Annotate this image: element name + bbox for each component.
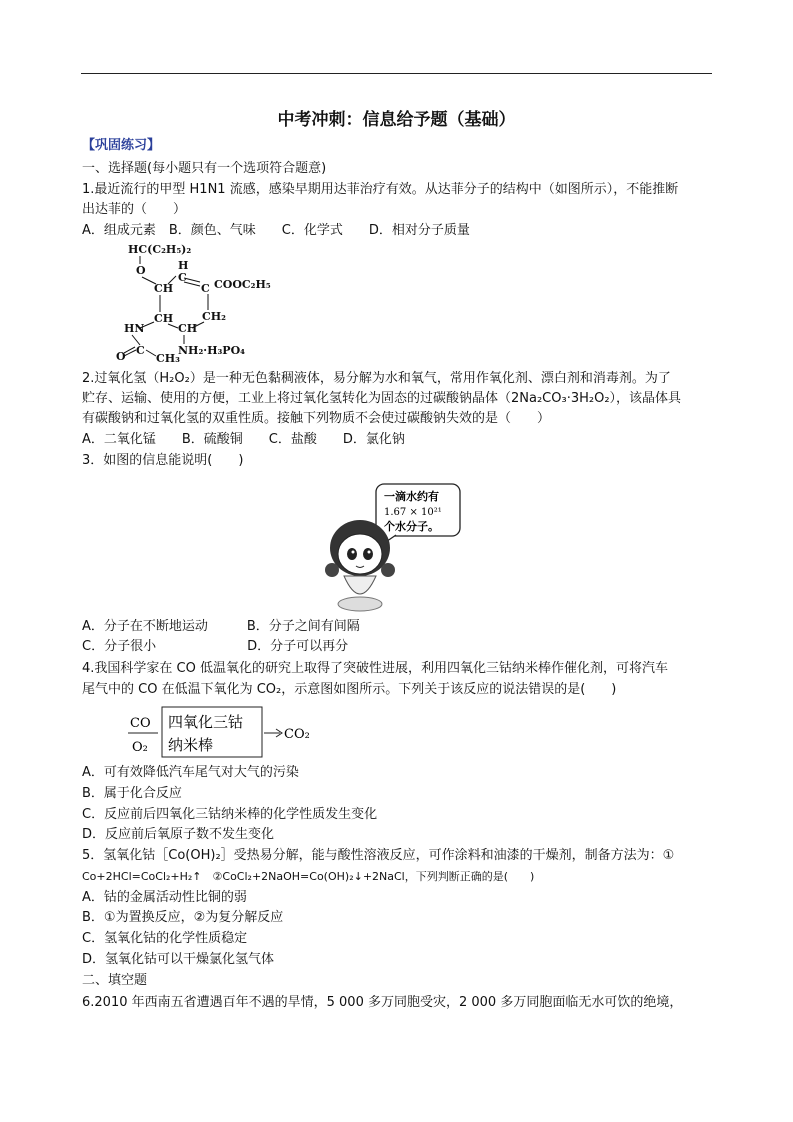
q1-options: A．组成元素 B．颜色、气味 C．化学式 D．相对分子质量 [82,223,470,238]
girl-icon [325,520,395,611]
q3-options-ab: A．分子在不断地运动 B．分子之间有间隔 [82,619,360,634]
q5-option-a: A．钴的金属活动性比铜的弱 [82,890,247,905]
diagram-box-line1: 四氧化三钴 [168,713,244,731]
q2-line3: 有碳酸钠和过氧化氢的双重性质。接触下列物质不会使过碳酸钠失效的是（ ） [82,411,551,426]
q2-line1: 2.过氧化氢（H₂O₂）是一种无色黏稠液体，易分解为水和氧气，常用作氧化剂、漂白剂和消毒剂。为了 [82,371,671,386]
header-rule [81,73,712,74]
q5-line2: Co+2HCl=CoCl₂+H₂↑ ②CoCl₂+2NaOH=Co(OH)₂↓+2NaCl，下列判断正确的是( ) [82,870,535,883]
struct-t2: O [136,264,146,277]
diagram-out: CO₂ [284,727,310,742]
q4-option-a: A．可有效降低汽车尾气对大气的污染 [82,765,299,780]
section-practice: 【巩固练习】 [82,138,161,153]
diagram-box-line2: 纳米棒 [168,736,214,754]
q4-option-c: C．反应前后四氧化三钴纳米棒的化学性质发生变化 [82,807,378,822]
q6-line1: 6.2010 年西南五省遭遇百年不遇的旱情，5 000 多万同胞受灾，2 000 多万同胞面临无水可饮的绝境， [82,995,683,1010]
q2-options: A．二氧化锰 B．硫酸铜 C．盐酸 D．氯化钠 [82,432,405,447]
diagram-in-top: CO [130,716,151,731]
struct-t9: CH [178,322,198,335]
q4-option-d: D．反应前后氧原子数不发生变化 [82,827,275,842]
q2-line2: 贮存、运输、使用的方便，工业上将过氧化氢转化为固态的过碳酸钠晶体（2Na₂CO₃·3H₂O₂），该晶体具 [82,391,682,406]
struct-t13: O [116,350,126,363]
q3-stem: 3．如图的信息能说明( ) [82,453,244,468]
struct-t11: HN [124,322,145,335]
water-molecule-cartoon [318,478,468,616]
part1-heading: 一、选择题(每小题只有一个选项符合题意) [82,161,327,176]
part2-heading: 二、填空题 [82,973,148,988]
struct-t1: HC(C₂H₅)₂ [128,243,192,256]
page-title: 中考冲刺：信息给予题（基础） [277,110,516,130]
catalyst-reaction-diagram [128,705,328,761]
q4-line1: 4.我国科学家在 CO 低温氧化的研究上取得了突破性进展，利用四氧化三钴纳米棒作催化剂，可将汽车 [82,661,668,676]
struct-t6: C [201,282,210,295]
struct-t12: NH₂·H₃PO₄ [178,344,245,357]
q5-option-d: D．氢氧化钴可以干燥氯化氢气体 [82,952,275,967]
q1-line2: 出达菲的（ ） [82,202,187,217]
struct-t4: C [178,271,187,284]
tamiflu-structure-diagram [110,240,290,364]
struct-t5: CH [154,282,174,295]
q4-option-b: B．属于化合反应 [82,786,182,801]
q5-line1: 5．氢氧化钴［Co(OH)₂］受热易分解，能与酸性溶液反应，可作涂料和油漆的干燥剂，制备方法为：① [82,848,675,863]
q5-option-b: B．①为置换反应，②为复分解反应 [82,910,284,925]
bubble-line3: 个水分子。 [384,520,439,533]
struct-t14: C [136,344,145,357]
bubble-line1: 一滴水约有 [384,490,439,503]
q1-line1: 1.最近流行的甲型 H1N1 流感，感染早期用达菲治疗有效。从达菲分子的结构中（如图所示），不能推断 [82,182,679,197]
struct-t8: CH [154,312,174,325]
q5-option-c: C．氢氧化钴的化学性质稳定 [82,931,248,946]
diagram-in-bottom: O₂ [132,740,148,755]
struct-t15: CH₃ [156,352,180,364]
q4-line2: 尾气中的 CO 在低温下氧化为 CO₂，示意图如图所示。下列关于该反应的说法错误的是( ) [82,682,617,697]
struct-t10: CH₂ [202,310,226,323]
bubble-line2: 1.67 × 10²¹ [384,507,442,518]
struct-t7: COOC₂H₅ [214,278,271,291]
q3-options-cd: C．分子很小 D．分子可以再分 [82,639,349,654]
struct-t3: H [178,259,189,272]
